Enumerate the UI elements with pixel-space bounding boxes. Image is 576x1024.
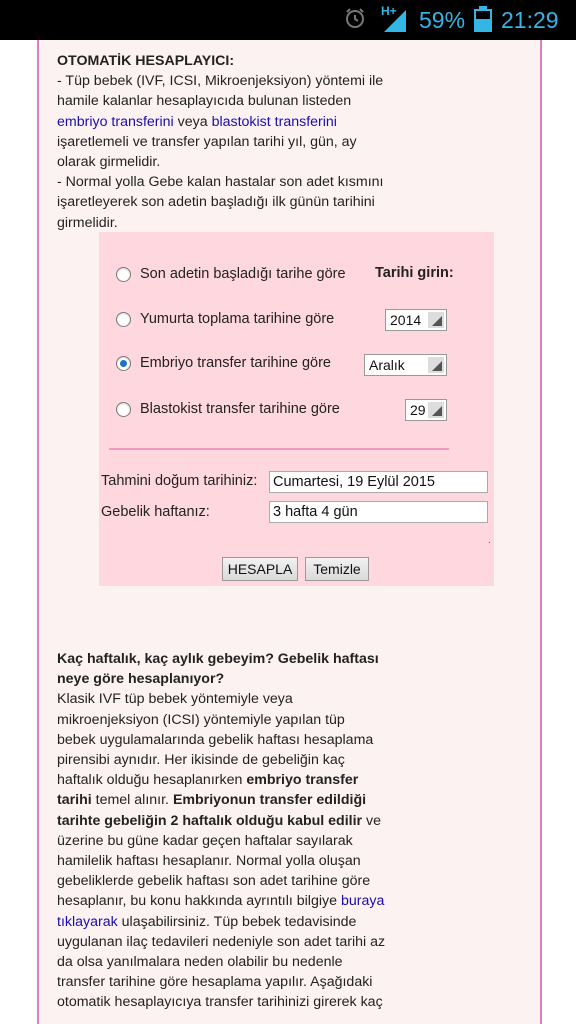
article-p2: temel alınır. [95,792,169,809]
option-egg-retrieval[interactable] [116,308,334,330]
blastocyst-transfer-link[interactable]: blastokist transferini [211,113,337,130]
year-select[interactable] [385,309,447,331]
alarm-icon [343,6,367,30]
embryo-transfer-link[interactable]: embriyo transferini [57,113,174,130]
option-last-period[interactable] [116,263,346,285]
chevron-down-icon [428,402,444,418]
chevron-down-icon [428,357,444,373]
intro-text [57,51,397,233]
article-bold2: Embriyonun transfer edildiği tarihte gebeliğin 2 haftalık olduğu kabul edilir [57,792,367,829]
option-blastocyst-transfer[interactable] [116,398,340,420]
divider [109,448,449,450]
calculator-panel [99,232,494,586]
article-bold1: embriyo transfer tarihi [57,772,359,809]
day-value: 29 [410,402,426,418]
network-type: H+ [381,4,397,18]
clock: 21:29 [501,7,559,33]
battery-icon [474,6,492,32]
radio-egg-retrieval[interactable] [116,312,131,327]
year-value: 2014 [390,312,422,328]
status-bar [0,0,576,40]
radio-blastocyst-transfer[interactable] [116,402,131,417]
due-date-label: Tahmini doğum tarihiniz: [101,473,258,489]
chevron-down-icon [428,312,444,328]
month-select[interactable] [364,354,447,376]
intro-heading: OTOMATİK HESAPLAYICI: [57,53,235,69]
option-embryo-transfer[interactable] [116,352,331,374]
clear-button[interactable]: Temizle [305,557,369,581]
article-p4: ulaşabilirsiniz. Tüp bebek tedavisinde uygulanan ilaç tedavileri nedeniyle son adet tarihi az da olsa yanılmalara neden olabilir bu nedenle transfer tarihine göre hesaplama yapılır. Aşağıdaki otomatik hesaplayıcıya transfer tarihinizi girerek kaç [57,913,386,1011]
info-link[interactable]: buraya tıklayarak [57,893,385,930]
calculate-button[interactable]: HESAPLA [222,557,298,581]
option-label: Yumurta toplama tarihine göre [140,311,335,327]
option-label: Son adetin başladığı tarihe göre [140,266,346,282]
radio-last-period[interactable] [116,267,131,282]
article-p3: ve üzerine bu güne kadar geçen haftalar sayılarak hamilelik haftası hesaplanır. Normal yolla oluşan gebeliklerde gebelik haftası son adet tarihine göre hesaplanır, bu konu hakkında ayrıntılı bilgiye [57,812,382,910]
date-heading: Tarihi girin: [375,265,454,281]
intro-line3: - Normal yolla Gebe kalan hastalar son adet kısmını işaretleyerek son adetin başladığı ilk günün tarihini girmelidir. [57,174,384,231]
article-p1: Klasik IVF tüp bebek yöntemiyle veya mikroenjeksiyon (ICSI) yöntemiyle yapılan tüp bebek uygulamalarında gebelik haftası hesaplama pirensibi aynıdır. Her ikisinde de gebeliğin kaç haftalık olduğu hesaplanırken [57,691,374,789]
radio-embryo-transfer[interactable] [116,356,131,371]
week-field[interactable]: 3 hafta 4 gün [269,501,488,523]
day-select[interactable] [405,399,447,421]
due-date-field[interactable]: Cumartesi, 19 Eylül 2015 [269,471,488,493]
intro-line1: - Tüp bebek (IVF, ICSI, Mikroenjeksiyon) yöntemi ile hamile kalanlar hesaplayıcıda bulunan listeden [57,73,384,110]
dot-mark: . [488,535,491,546]
intro-conj: veya [177,113,208,130]
option-label: Blastokist transfer tarihine göre [140,401,340,417]
page [0,40,576,1024]
week-label: Gebelik haftanız: [101,504,210,520]
article-title: Kaç haftalık, kaç aylık gebeyim? Gebelik haftası neye göre hesaplanıyor? [57,651,379,688]
intro-line2: işaretlemeli ve transfer yapılan tarihi yıl, gün, ay olarak girmelidir. [57,133,357,171]
battery-percent: 59% [419,7,466,33]
option-label: Embriyo transfer tarihine göre [140,355,331,371]
month-value: Aralık [369,357,405,373]
article-section [57,649,387,1013]
signal-icon [380,6,410,34]
